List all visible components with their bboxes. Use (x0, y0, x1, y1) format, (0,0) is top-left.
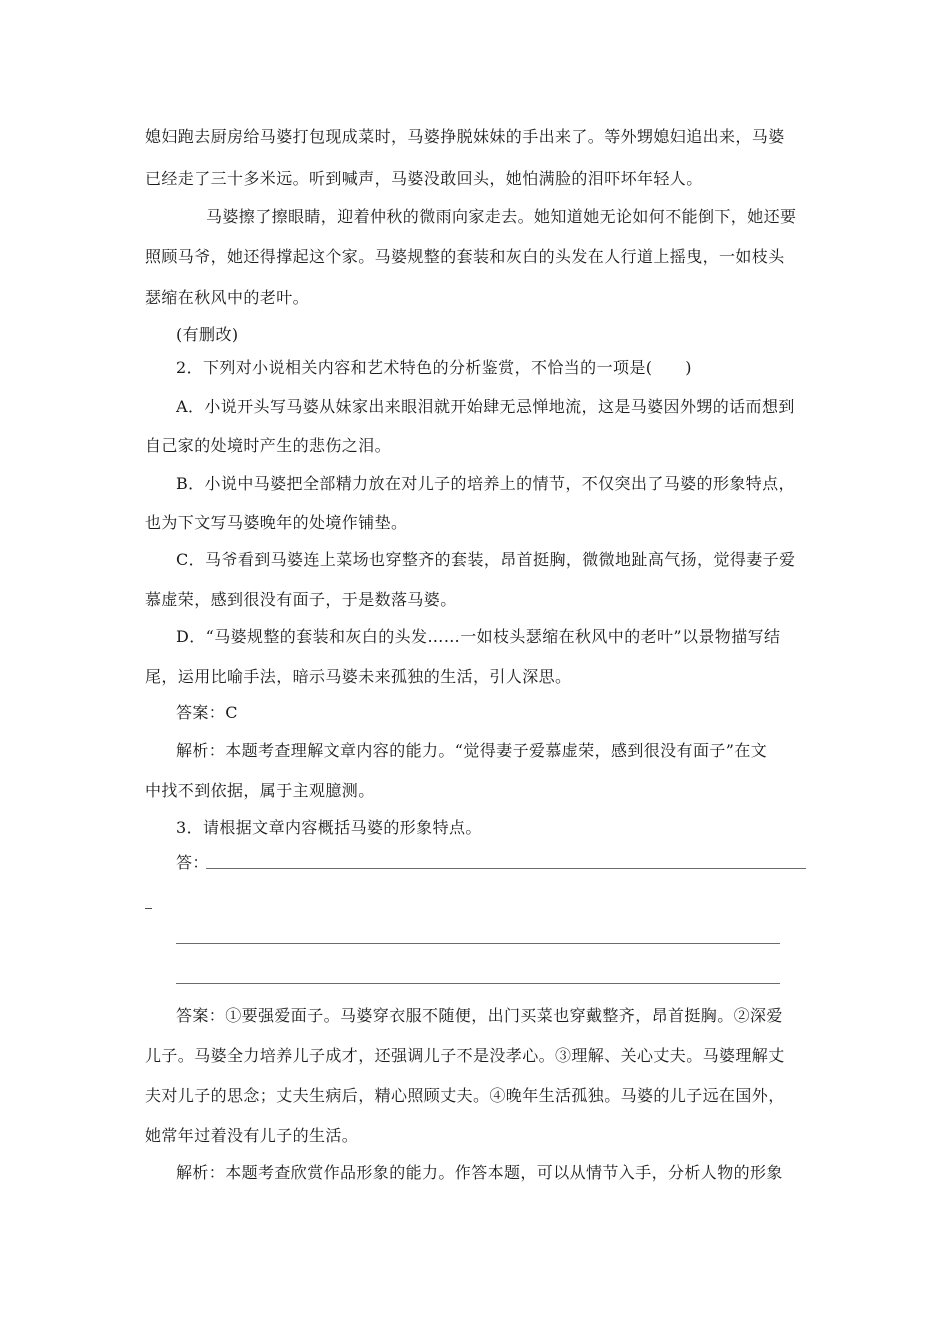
answer-label: 答： (176, 853, 209, 872)
question-3-answer-line-2: 儿子。马婆全力培养儿子成才，还强调儿子不是没孝心。③理解、关心丈夫。马婆理解丈 (145, 1046, 785, 1065)
answer-blank-line-3[interactable] (176, 983, 780, 984)
option-d-line-2: 尾，运用比喻手法，暗示马婆未来孤独的生活，引人深思。 (145, 667, 572, 686)
option-a-line-2: 自己家的处境时产生的悲伤之泪。 (145, 436, 392, 455)
answer-blank-line-1[interactable] (206, 868, 806, 869)
option-c-line-2: 慕虚荣，感到很没有面子，于是数落马婆。 (145, 590, 457, 609)
edit-note: (有删改) (176, 325, 239, 344)
question-3-analysis-line-1: 解析：本题考查欣赏作品形象的能力。作答本题，可以从情节入手，分析人物的形象 (176, 1163, 783, 1182)
story-paragraph-1-line-1: 媳妇跑去厨房给马婆打包现成菜时，马婆挣脱妹妹的手出来了。等外甥媳妇追出来，马婆 (145, 127, 785, 146)
option-b-line-1: B．小说中马婆把全部精力放在对儿子的培养上的情节，不仅突出了马婆的形象特点， (176, 474, 795, 493)
question-3-answer-line-1: 答案：①要强爱面子。马婆穿衣服不随便，出门买菜也穿戴整齐，昂首挺胸。②深爱 (176, 1006, 783, 1025)
question-2-analysis-line-1: 解析：本题考查理解文章内容的能力。“觉得妻子爱慕虚荣，感到很没有面子”在文 (176, 741, 768, 760)
story-paragraph-2-line-3: 瑟缩在秋风中的老叶。 (145, 288, 310, 307)
option-a-line-1: A．小说开头写马婆从妹家出来眼泪就开始肆无忌惮地流，这是马婆因外甥的话而想到 (176, 397, 795, 416)
answer-blank-stub (145, 908, 152, 909)
question-2-answer: 答案：C (176, 703, 238, 722)
question-3-stem: 3．请根据文章内容概括马婆的形象特点。 (176, 818, 482, 837)
story-paragraph-2-line-2: 照顾马爷，她还得撑起这个家。马婆规整的套装和灰白的头发在人行道上摇曳，一如枝头 (145, 247, 785, 266)
answer-blank-line-2[interactable] (176, 943, 780, 944)
question-3-answer-line-4: 她常年过着没有儿子的生活。 (145, 1126, 359, 1145)
story-paragraph-1-line-2: 已经走了三十多米远。听到喊声，马婆没敢回头，她怕满脸的泪吓坏年轻人。 (145, 169, 703, 188)
question-3-answer-line-3: 夫对儿子的思念；丈夫生病后，精心照顾丈夫。④晚年生活孤独。马婆的儿子远在国外， (145, 1086, 785, 1105)
option-c-line-1: C．马爷看到马婆连上菜场也穿整齐的套装，昂首挺胸，微微地趾高气扬，觉得妻子爱 (176, 550, 796, 569)
question-2-analysis-line-2: 中找不到依据，属于主观臆测。 (145, 781, 375, 800)
story-paragraph-2-line-1: 马婆擦了擦眼睛，迎着仲秋的微雨向家走去。她知道她无论如何不能倒下，她还要 (206, 207, 797, 226)
option-d-line-1: D．“马婆规整的套装和灰白的头发……一如枝头瑟缩在秋风中的老叶”以景物描写结 (176, 627, 781, 646)
option-b-line-2: 也为下文写马婆晚年的处境作铺垫。 (145, 513, 408, 532)
question-2-stem: 2．下列对小说相关内容和艺术特色的分析鉴赏，不恰当的一项是( ) (176, 358, 692, 377)
